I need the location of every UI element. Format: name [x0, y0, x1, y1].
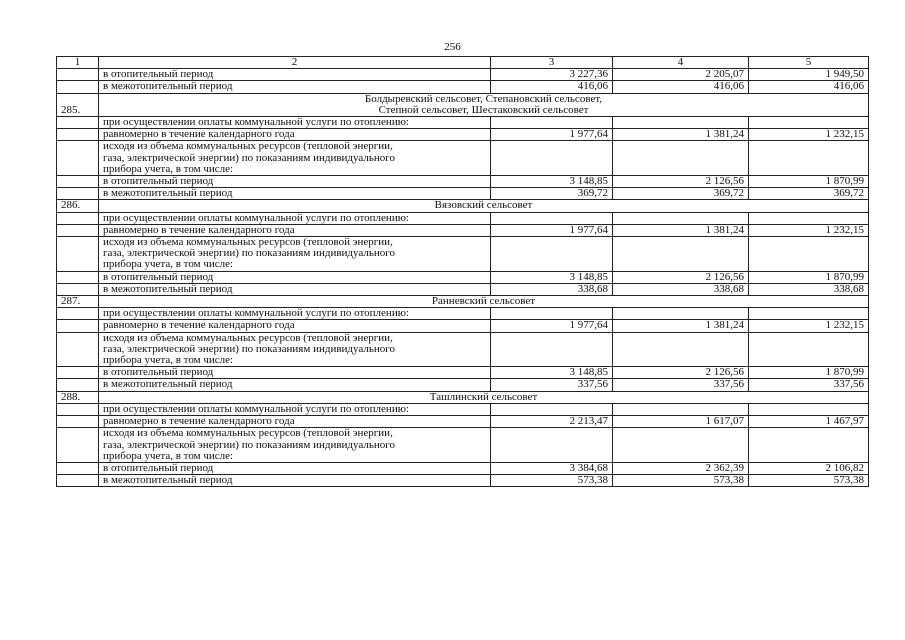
value-cell-col-5: 2 106,82	[749, 462, 869, 474]
row-description	[99, 141, 491, 176]
table-row	[57, 416, 869, 428]
row-description: равномерно в течение календарного года	[99, 416, 491, 428]
table-row	[57, 176, 869, 188]
value-cell-col-5: 1 870,99	[749, 176, 869, 188]
table-row	[57, 320, 869, 332]
value-cell-col-4: 2 126,56	[613, 176, 749, 188]
value-cell-col-5: 1 232,15	[749, 224, 869, 236]
row-description: при осуществлении оплаты коммунальной услуги по отоплению:	[99, 308, 491, 320]
table-row	[57, 129, 869, 141]
header-col-4: 4	[613, 57, 749, 69]
value-cell-col-4	[613, 308, 749, 320]
row-number-cell	[57, 224, 99, 236]
section-number: 285.	[57, 93, 99, 116]
value-cell-col-4: 573,38	[613, 475, 749, 487]
metering-note-row	[57, 141, 869, 176]
row-number-cell	[57, 320, 99, 332]
description-line: прибора учета, в том числе:	[103, 449, 234, 462]
row-number-cell	[57, 69, 99, 81]
value-cell-col-5	[749, 141, 869, 176]
value-cell-col-3: 2 213,47	[491, 416, 613, 428]
section-number: 287.	[57, 296, 99, 308]
section-title	[99, 200, 869, 212]
row-number-cell	[57, 403, 99, 415]
value-cell-col-4	[613, 212, 749, 224]
value-cell-col-3: 416,06	[491, 81, 613, 93]
value-cell-col-5: 338,68	[749, 283, 869, 295]
row-number-cell	[57, 332, 99, 367]
row-number-cell	[57, 129, 99, 141]
table-row	[57, 283, 869, 295]
section-header-row	[57, 391, 869, 403]
value-cell-col-3: 3 148,85	[491, 367, 613, 379]
row-description: в межотопительный период	[99, 283, 491, 295]
row-number-cell	[57, 367, 99, 379]
value-cell-col-4: 338,68	[613, 283, 749, 295]
payment-mode-row	[57, 117, 869, 129]
row-description: в отопительный период	[99, 367, 491, 379]
value-cell-col-4	[613, 332, 749, 367]
section-number: 286.	[57, 200, 99, 212]
description-line: газа, электрической энергии) по показаниям индивидуального	[103, 342, 395, 355]
value-cell-col-5	[749, 403, 869, 415]
description-line: прибора учета, в том числе:	[103, 258, 234, 271]
description-line: исходя из объема коммунальных ресурсов (тепловой энергии,	[103, 236, 393, 249]
table-row	[57, 81, 869, 93]
table-row	[57, 475, 869, 487]
row-number-cell	[57, 428, 99, 463]
description-line: исходя из объема коммунальных ресурсов (тепловой энергии,	[103, 140, 393, 153]
value-cell-col-4: 337,56	[613, 379, 749, 391]
payment-mode-row	[57, 212, 869, 224]
value-cell-col-5: 416,06	[749, 81, 869, 93]
description-line: газа, электрической энергии) по показаниям индивидуального	[103, 247, 395, 260]
value-cell-col-5: 369,72	[749, 188, 869, 200]
value-cell-col-4	[613, 117, 749, 129]
value-cell-col-5	[749, 117, 869, 129]
tariff-table	[56, 56, 869, 487]
value-cell-col-5: 1 949,50	[749, 69, 869, 81]
value-cell-col-4: 416,06	[613, 81, 749, 93]
value-cell-col-4: 1 381,24	[613, 320, 749, 332]
row-number-cell	[57, 188, 99, 200]
value-cell-col-4: 1 617,07	[613, 416, 749, 428]
table-row	[57, 69, 869, 81]
row-number-cell	[57, 212, 99, 224]
row-description: при осуществлении оплаты коммунальной услуги по отоплению:	[99, 117, 491, 129]
row-description: равномерно в течение календарного года	[99, 224, 491, 236]
row-number-cell	[57, 81, 99, 93]
section-number: 288.	[57, 391, 99, 403]
row-description: в межотопительный период	[99, 188, 491, 200]
value-cell-col-4	[613, 403, 749, 415]
row-description: равномерно в течение календарного года	[99, 320, 491, 332]
table-row	[57, 271, 869, 283]
metering-note-row	[57, 237, 869, 272]
table-row	[57, 462, 869, 474]
payment-mode-row	[57, 308, 869, 320]
table-row	[57, 379, 869, 391]
value-cell-col-4: 2 126,56	[613, 367, 749, 379]
row-number-cell	[57, 475, 99, 487]
row-number-cell	[57, 176, 99, 188]
row-number-cell	[57, 308, 99, 320]
value-cell-col-3	[491, 141, 613, 176]
value-cell-col-3: 573,38	[491, 475, 613, 487]
header-col-3: 3	[491, 57, 613, 69]
table-row	[57, 188, 869, 200]
row-description: при осуществлении оплаты коммунальной услуги по отоплению:	[99, 403, 491, 415]
value-cell-col-3: 338,68	[491, 283, 613, 295]
value-cell-col-3	[491, 332, 613, 367]
value-cell-col-4: 2 362,39	[613, 462, 749, 474]
row-description	[99, 237, 491, 272]
section-header-row	[57, 296, 869, 308]
value-cell-col-5	[749, 308, 869, 320]
row-number-cell	[57, 283, 99, 295]
section-title-line: Ранневский сельсовет	[431, 295, 536, 308]
section-title	[99, 296, 869, 308]
value-cell-col-5	[749, 237, 869, 272]
value-cell-col-5	[749, 332, 869, 367]
payment-mode-row	[57, 403, 869, 415]
value-cell-col-3	[491, 428, 613, 463]
row-description: равномерно в течение календарного года	[99, 129, 491, 141]
value-cell-col-3: 3 227,36	[491, 69, 613, 81]
value-cell-col-3	[491, 237, 613, 272]
row-number-cell	[57, 237, 99, 272]
value-cell-col-3: 1 977,64	[491, 320, 613, 332]
value-cell-col-4: 1 381,24	[613, 224, 749, 236]
description-line: прибора учета, в том числе:	[103, 162, 234, 175]
value-cell-col-3: 369,72	[491, 188, 613, 200]
value-cell-col-4: 2 205,07	[613, 69, 749, 81]
row-number-cell	[57, 117, 99, 129]
value-cell-col-4	[613, 237, 749, 272]
section-title-line: Вязовский сельсовет	[434, 199, 533, 212]
header-col-1: 1	[57, 57, 99, 69]
row-description: в межотопительный период	[99, 475, 491, 487]
description-line: исходя из объема коммунальных ресурсов (тепловой энергии,	[103, 427, 393, 440]
value-cell-col-5: 573,38	[749, 475, 869, 487]
metering-note-row	[57, 332, 869, 367]
value-cell-col-5: 337,56	[749, 379, 869, 391]
value-cell-col-3: 1 977,64	[491, 129, 613, 141]
metering-note-row	[57, 428, 869, 463]
value-cell-col-3: 3 148,85	[491, 271, 613, 283]
header-col-5: 5	[749, 57, 869, 69]
value-cell-col-5: 1 870,99	[749, 367, 869, 379]
value-cell-col-3	[491, 117, 613, 129]
value-cell-col-4	[613, 428, 749, 463]
table-body	[57, 69, 869, 487]
description-line: исходя из объема коммунальных ресурсов (тепловой энергии,	[103, 332, 393, 344]
value-cell-col-5: 1 232,15	[749, 320, 869, 332]
value-cell-col-5: 1 870,99	[749, 271, 869, 283]
value-cell-col-5	[749, 212, 869, 224]
section-title-line: Степной сельсовет, Шестаковский сельсовет	[378, 103, 589, 116]
row-description: в межотопительный период	[99, 81, 491, 93]
section-title	[99, 93, 869, 116]
row-description: в межотопительный период	[99, 379, 491, 391]
value-cell-col-3: 1 977,64	[491, 224, 613, 236]
row-description: в отопительный период	[99, 271, 491, 283]
value-cell-col-4: 1 381,24	[613, 129, 749, 141]
row-number-cell	[57, 379, 99, 391]
value-cell-col-3	[491, 308, 613, 320]
value-cell-col-5: 1 467,97	[749, 416, 869, 428]
page-number: 256	[444, 41, 461, 53]
row-description	[99, 428, 491, 463]
description-line: прибора учета, в том числе:	[103, 354, 234, 367]
row-number-cell	[57, 416, 99, 428]
section-title	[99, 391, 869, 403]
value-cell-col-3: 337,56	[491, 379, 613, 391]
value-cell-col-4: 2 126,56	[613, 271, 749, 283]
value-cell-col-3	[491, 212, 613, 224]
value-cell-col-4	[613, 141, 749, 176]
header-col-2: 2	[99, 57, 491, 69]
table-row	[57, 367, 869, 379]
row-number-cell	[57, 141, 99, 176]
row-description: в отопительный период	[99, 462, 491, 474]
row-description: при осуществлении оплаты коммунальной услуги по отоплению:	[99, 212, 491, 224]
description-line: газа, электрической энергии) по показаниям индивидуального	[103, 438, 395, 451]
section-header-row	[57, 200, 869, 212]
section-header-row	[57, 93, 869, 116]
value-cell-col-5	[749, 428, 869, 463]
row-description: в отопительный период	[99, 176, 491, 188]
row-description: в отопительный период	[99, 69, 491, 81]
row-description	[99, 332, 491, 367]
section-title-line: Ташлинский сельсовет	[429, 391, 538, 403]
table-header-row	[57, 57, 869, 69]
description-line: газа, электрической энергии) по показаниям индивидуального	[103, 151, 395, 164]
section-title-line: Болдыревский сельсовет, Степановский сельсовет,	[364, 93, 603, 105]
table-row	[57, 224, 869, 236]
row-number-cell	[57, 462, 99, 474]
value-cell-col-4: 369,72	[613, 188, 749, 200]
row-number-cell	[57, 271, 99, 283]
value-cell-col-3: 3 148,85	[491, 176, 613, 188]
value-cell-col-3: 3 384,68	[491, 462, 613, 474]
value-cell-col-3	[491, 403, 613, 415]
value-cell-col-5: 1 232,15	[749, 129, 869, 141]
